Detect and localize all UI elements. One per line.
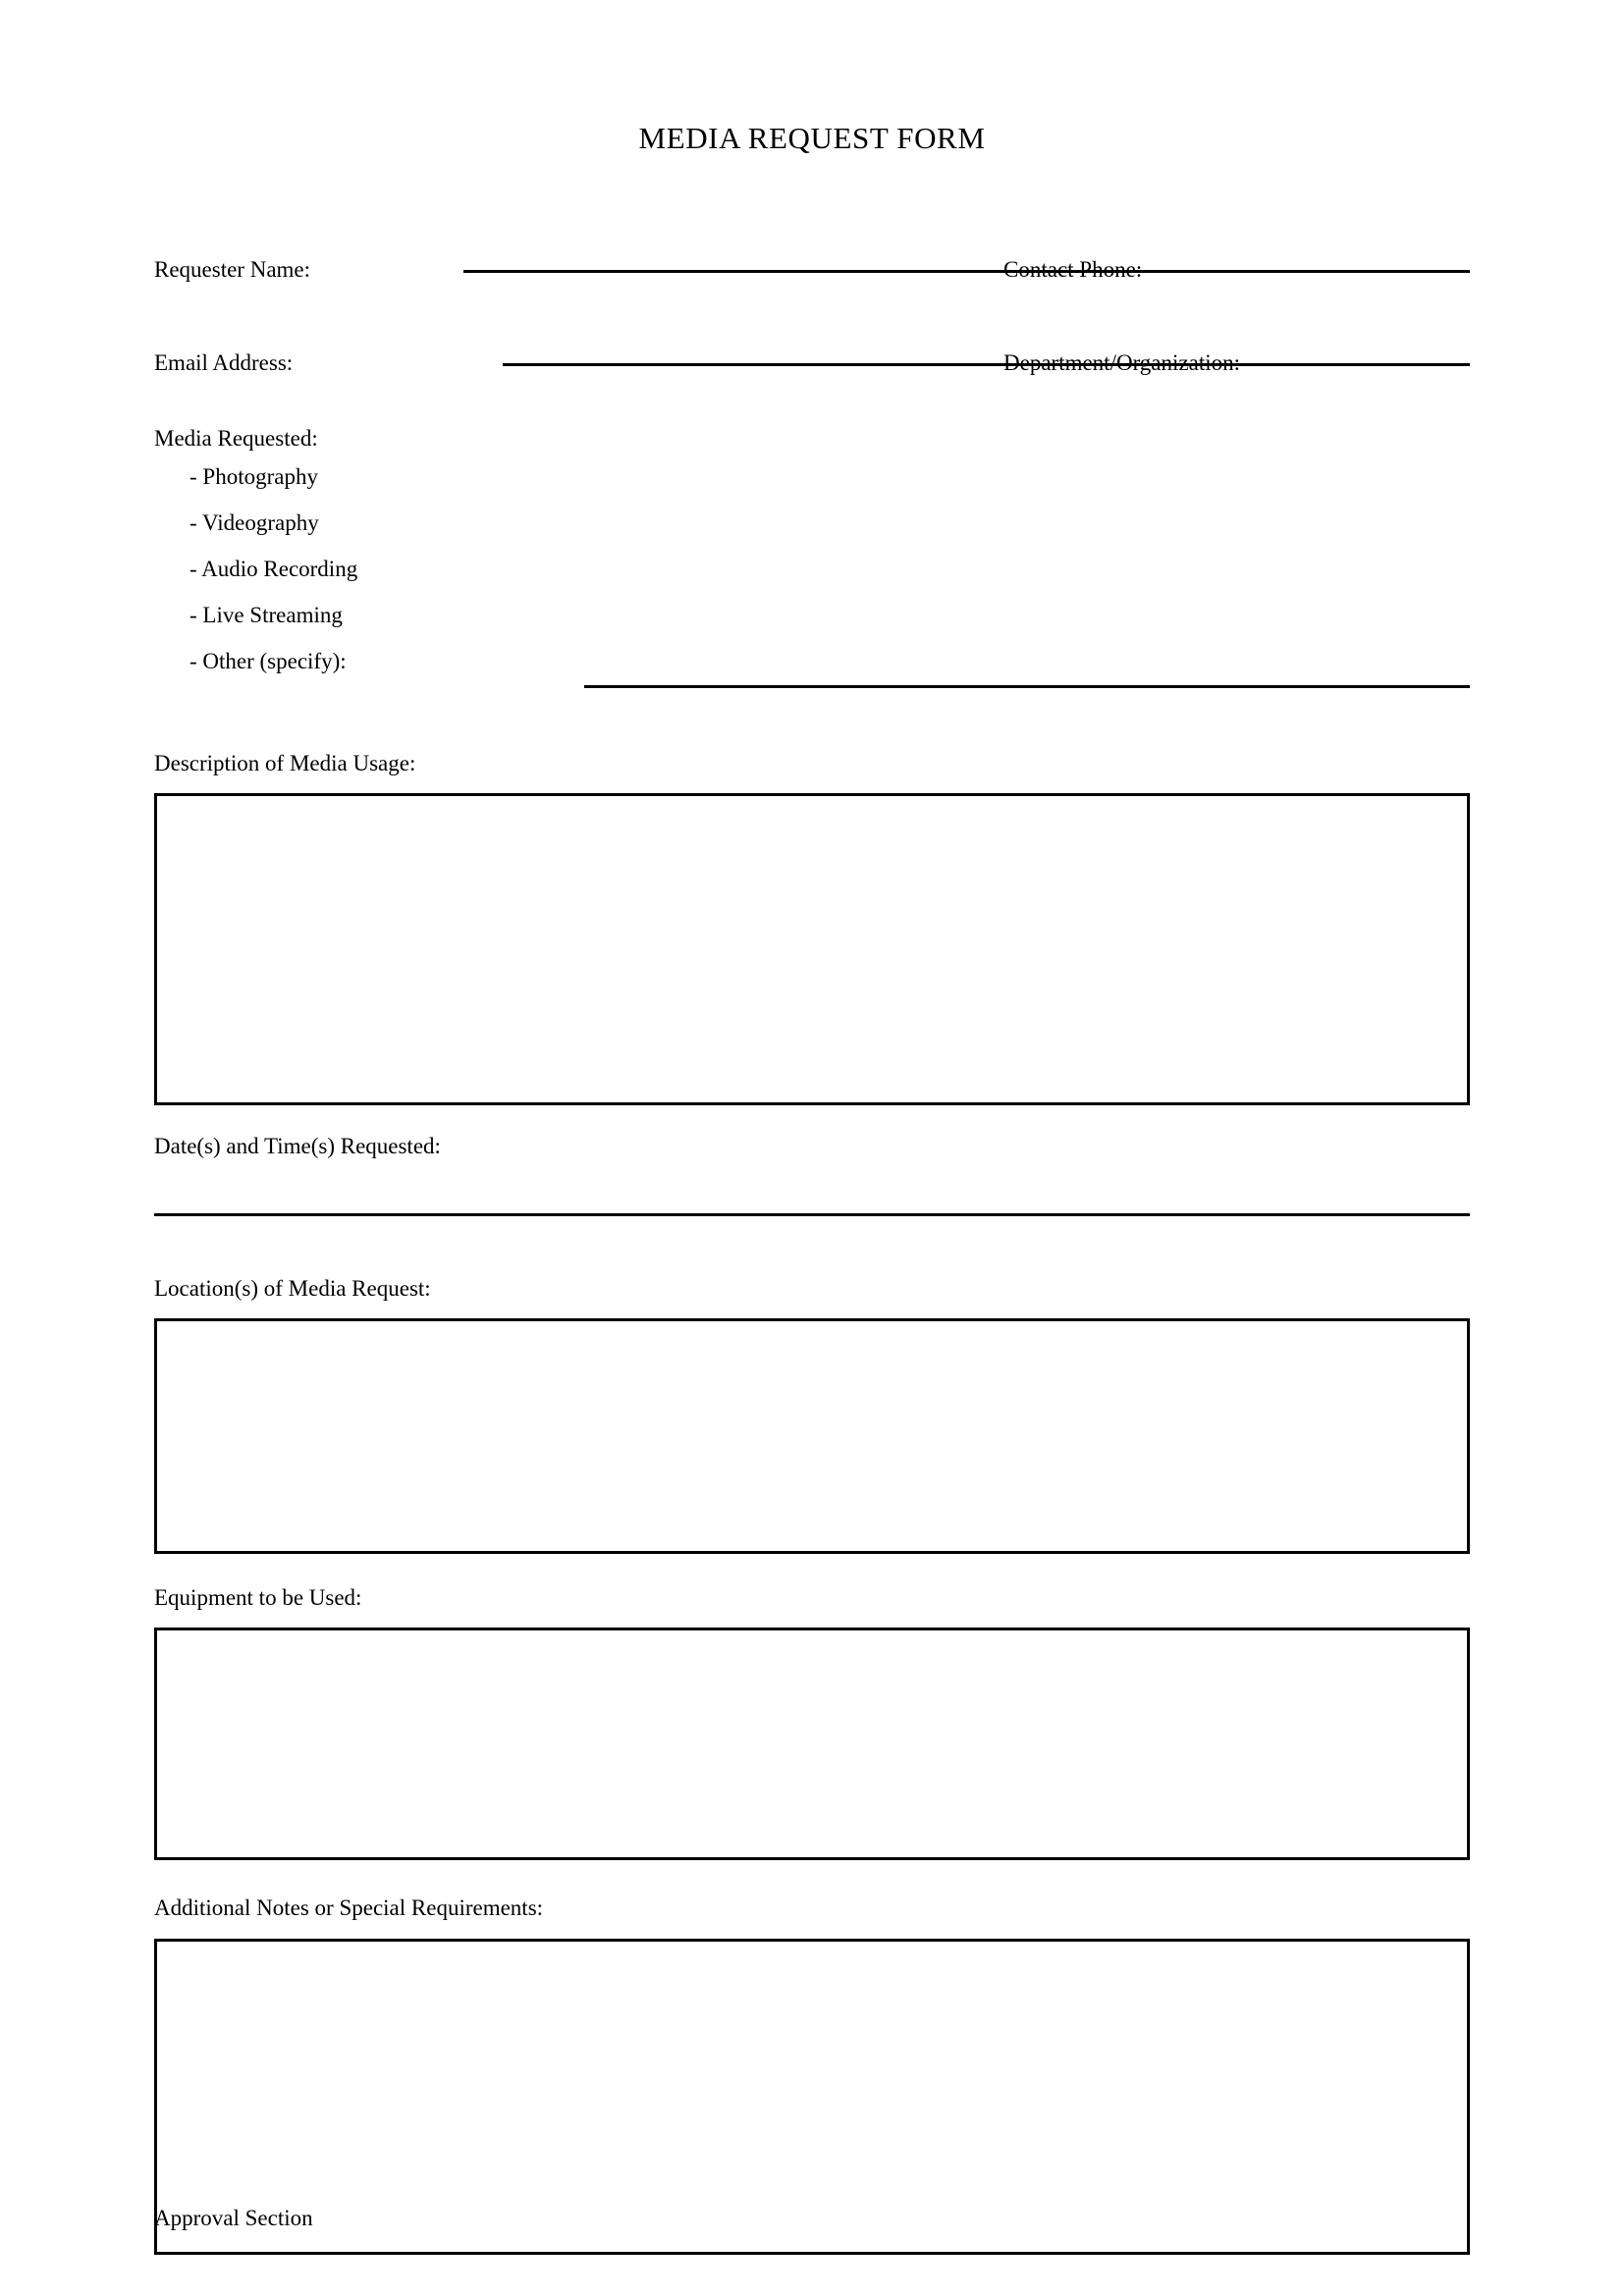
additional-notes-label: Additional Notes or Special Requirements: (154, 1896, 544, 1920)
locations-of-media-request-textarea[interactable] (154, 1318, 1470, 1554)
other-specify-input-rule[interactable] (584, 685, 1470, 688)
email-address-label: Email Address: (154, 350, 294, 375)
requester-name-label: Requester Name: (154, 257, 311, 282)
equipment-to-be-used-textarea[interactable] (154, 1628, 1470, 1860)
media-requested-heading: Media Requested: (154, 426, 318, 451)
description-of-media-usage-textarea[interactable] (154, 793, 1470, 1105)
dates-and-times-requested-input-rule[interactable] (154, 1213, 1470, 1216)
additional-notes-textarea[interactable] (154, 1939, 1470, 2255)
media-option-photography[interactable]: - Photography (189, 464, 318, 489)
media-option-live-streaming[interactable]: - Live Streaming (189, 603, 343, 627)
contact-phone-label: Contact Phone: (1003, 257, 1143, 282)
media-option-other-specify[interactable]: - Other (specify): (189, 649, 347, 673)
requester-name-contact-phone-input-rule[interactable] (463, 270, 1470, 273)
approval-section-heading: Approval Section (154, 2206, 313, 2230)
dates-and-times-requested-label: Date(s) and Time(s) Requested: (154, 1134, 441, 1158)
media-option-videography[interactable]: - Videography (189, 510, 319, 535)
department-organization-label: Department/Organization: (1003, 350, 1240, 375)
locations-of-media-request-label: Location(s) of Media Request: (154, 1276, 431, 1301)
media-requested-list (154, 454, 841, 684)
description-of-media-usage-label: Description of Media Usage: (154, 751, 416, 775)
media-requested-group (154, 424, 841, 684)
email-department-input-rule[interactable] (503, 363, 1470, 366)
media-option-audio-recording[interactable]: - Audio Recording (189, 557, 358, 581)
equipment-to-be-used-label: Equipment to be Used: (154, 1585, 362, 1610)
page-title: MEDIA REQUEST FORM (638, 121, 986, 155)
